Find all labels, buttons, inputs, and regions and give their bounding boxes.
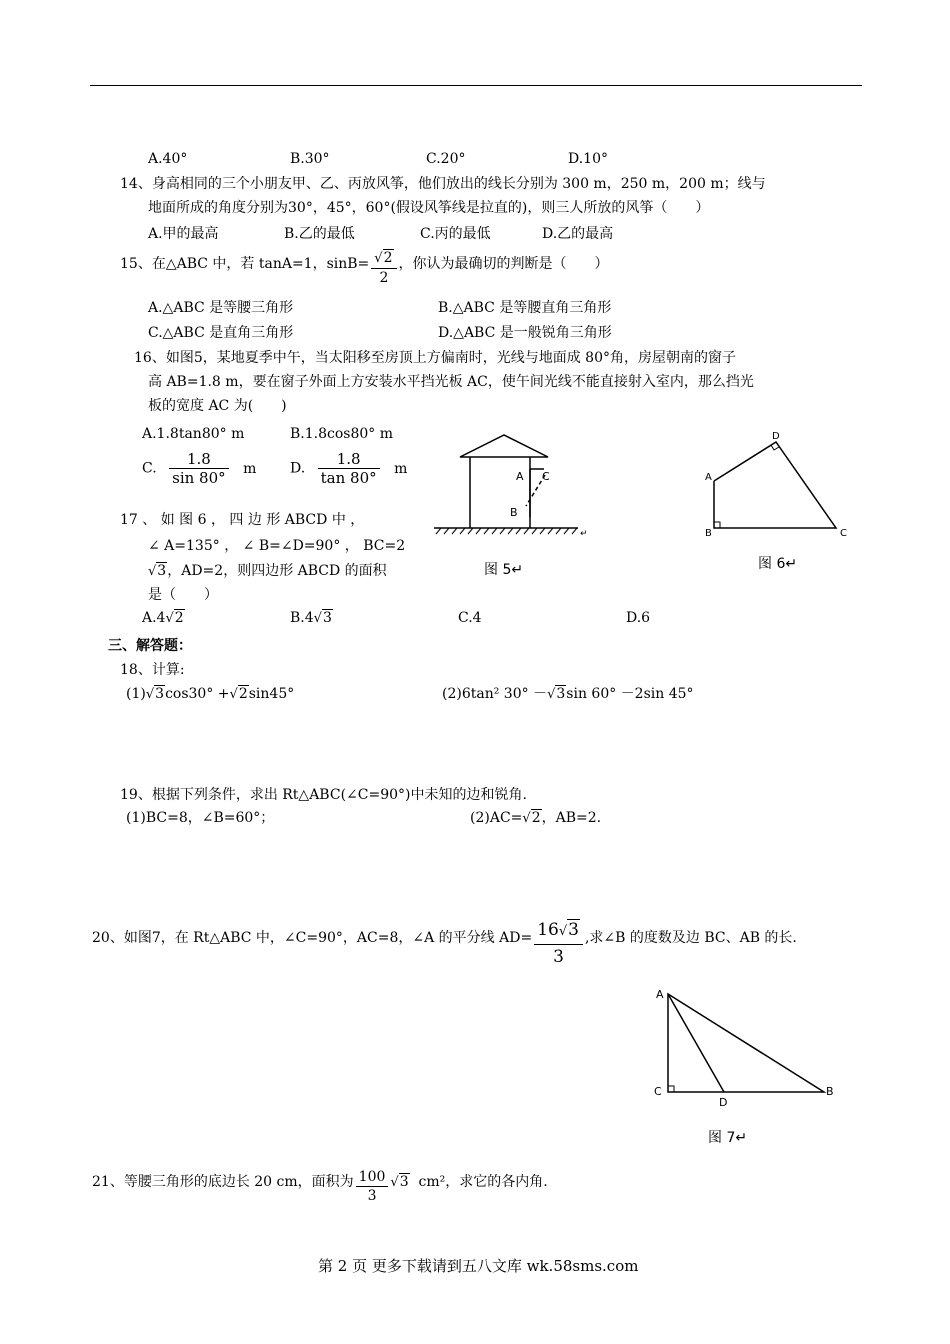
fig6-label-b: B bbox=[705, 528, 712, 539]
fig6-label-d: D bbox=[772, 431, 780, 442]
q15-frac-den: 2 bbox=[379, 270, 389, 286]
fig5-label-b: B bbox=[510, 506, 518, 519]
q17-line1: 17 、 如 图 6 ， 四 边 形 ABCD 中 ， bbox=[120, 512, 365, 528]
q15-option-a: A.△ABC 是等腰三角形 bbox=[148, 300, 294, 316]
fig5-roof bbox=[460, 435, 548, 457]
fig7-right-angle-c bbox=[668, 1086, 674, 1092]
fig5-trail-mark: ↵ bbox=[580, 529, 588, 539]
fig6-quadrilateral bbox=[714, 442, 836, 528]
q21-suffix: cm²，求它的各内角. bbox=[418, 1174, 548, 1190]
q15-suffix: ，你认为最确切的判断是（ ） bbox=[398, 256, 609, 272]
q16-option-b: B.1.8cos80° m bbox=[290, 426, 393, 442]
fig7-bisector-ad bbox=[668, 994, 724, 1092]
q17-option-a-label: A.4 bbox=[142, 610, 166, 626]
q18-part1-end: sin45° bbox=[248, 686, 295, 702]
q15-fraction: $\frac{√2}{2}$ bbox=[371, 249, 396, 287]
q16-line1: 16、如图5，某地夏季中午，当太阳移至房顶上方偏南时，光线与地面成 80°角，房屋朝南的窗子 bbox=[134, 350, 736, 366]
q19-line1: 19、根据下列条件，求出 Rt△ABC(∠C=90°)中未知的边和锐角. bbox=[120, 787, 527, 803]
fig5-caption: 图 5↵ bbox=[484, 562, 524, 578]
q16-option-d bbox=[290, 450, 407, 487]
q21-rad: 3 bbox=[399, 1174, 409, 1190]
q16-option-d-fraction bbox=[318, 450, 380, 487]
q16-option-d-label: D. bbox=[290, 460, 306, 477]
fig5-label-a: A bbox=[516, 470, 524, 483]
fig5-label-c: C bbox=[542, 470, 550, 483]
q15-option-d: D.△ABC 是一般锐角三角形 bbox=[438, 325, 612, 341]
q20-fraction: $\frac{16√3}{3}$ bbox=[534, 918, 583, 969]
q13-option-b: B.30° bbox=[290, 151, 330, 167]
figure-6 bbox=[700, 428, 860, 548]
q16-option-c-den: sin 80° bbox=[172, 469, 226, 487]
q13-option-d: D.10° bbox=[568, 151, 608, 167]
q16-line2: 高 AB=1.8 m，要在窗子外面上方安装水平挡光板 AC，使午间光线不能直接射入室内，那么挡光 bbox=[148, 374, 754, 390]
q18-part1-rad2: 2 bbox=[238, 686, 248, 702]
q18-part2-rad: 3 bbox=[556, 686, 566, 702]
q20-suffix: ,求∠B 的度数及边 BC、AB 的长. bbox=[584, 930, 797, 946]
q14-line1: 14、身高相同的三个小朋友甲、乙、丙放风筝，他们放出的线长分别为 300 m，250 m，200 m；线与 bbox=[120, 176, 766, 192]
q17-option-a: A.4√2 bbox=[142, 610, 184, 626]
q13-option-c: C.20° bbox=[426, 151, 466, 167]
fig7-label-a: A bbox=[656, 988, 664, 1001]
fig6-label-a: A bbox=[705, 472, 712, 483]
q21-prefix: 21、等腰三角形的底边长 20 cm，面积为 bbox=[92, 1174, 354, 1190]
q19-part2-rad: 2 bbox=[531, 810, 541, 826]
fig6-right-angle-b bbox=[714, 522, 720, 528]
q16-option-a: A.1.8tan80° m bbox=[142, 426, 245, 442]
q16-line3: 板的宽度 AC 为( ) bbox=[148, 398, 287, 414]
section-3-title: 三、解答题： bbox=[108, 638, 192, 654]
q18-title: 18、计算: bbox=[120, 662, 185, 678]
figure-7 bbox=[648, 982, 848, 1112]
q18-part1-mid: cos30° + bbox=[165, 686, 230, 702]
fig7-triangle bbox=[668, 994, 824, 1092]
q15-frac-num: 2 bbox=[383, 250, 393, 266]
question-20 bbox=[92, 918, 797, 969]
q19-part2-end: ，AB=2. bbox=[541, 810, 602, 826]
fig5-ground-hatch bbox=[436, 528, 577, 534]
q21-frac-num: 100 bbox=[356, 1168, 389, 1187]
q15-stem bbox=[120, 249, 609, 287]
q17-line3-rad: 3 bbox=[157, 563, 167, 579]
q21-sqrt: √3 bbox=[390, 1174, 409, 1190]
fig6-caption: 图 6↵ bbox=[758, 556, 798, 572]
q17-option-b-label: B.4 bbox=[290, 610, 314, 626]
q14-line2: 地面所成的角度分别为30°，45°，60°(假设风筝线是拉直的)，则三人所放的风筝（ ） bbox=[148, 200, 710, 216]
q21-frac-den: 3 bbox=[367, 1188, 377, 1204]
q17-line2: ∠ A=135° ， ∠ B=∠D=90° ， BC=2 bbox=[148, 538, 406, 554]
fig7-label-c: C bbox=[654, 1085, 662, 1098]
q16-option-c bbox=[142, 450, 256, 487]
fig7-label-b: B bbox=[826, 1085, 834, 1098]
q19-part2: (2)AC=√2，AB=2. bbox=[470, 810, 602, 826]
fig6-label-c: C bbox=[840, 528, 847, 539]
q16-option-c-fraction bbox=[169, 450, 229, 487]
q14-option-a: A.甲的最高 bbox=[148, 226, 219, 242]
header-rule bbox=[90, 85, 862, 86]
q20-frac-num-int: 16 bbox=[537, 920, 559, 940]
q17-line3-text: ，AD=2，则四边形 ABCD 的面积 bbox=[167, 563, 387, 579]
q16-option-c-num: 1.8 bbox=[169, 450, 229, 469]
q18-part1-label: (1) bbox=[126, 686, 146, 702]
q17-option-b-rad: 3 bbox=[322, 610, 332, 626]
fig7-caption: 图 7↵ bbox=[708, 1130, 748, 1146]
fig7-label-d: D bbox=[719, 1096, 728, 1109]
q16-option-d-unit: m bbox=[394, 460, 408, 477]
q14-option-c: C.丙的最低 bbox=[420, 226, 491, 242]
q19-part1: (1)BC=8，∠B=60°； bbox=[126, 810, 275, 826]
q17-line3 bbox=[148, 561, 387, 582]
q17-option-b: B.4√3 bbox=[290, 610, 332, 626]
q16-option-d-den: tan 80° bbox=[320, 469, 377, 487]
q19-part2-start: (2)AC= bbox=[470, 810, 523, 826]
q18-part1-rad1: 3 bbox=[155, 686, 165, 702]
q15-option-c: C.△ABC 是直角三角形 bbox=[148, 325, 294, 341]
q20-prefix: 20、如图7，在 Rt△ABC 中，∠C=90°，AC=8，∠A 的平分线 AD= bbox=[92, 930, 533, 946]
q14-option-d: D.乙的最高 bbox=[542, 226, 614, 242]
q18-part1: (1)√3cos30° +√2sin45° bbox=[126, 686, 295, 702]
q18-part2: (2)6tan² 30° －√3sin 60° －2sin 45° bbox=[442, 686, 694, 702]
q16-option-c-label: C. bbox=[142, 460, 157, 477]
q13-option-a: A.40° bbox=[148, 151, 188, 167]
q17-option-d: D.6 bbox=[626, 610, 651, 626]
q17-line4: 是（ ） bbox=[148, 587, 218, 603]
q17-option-a-rad: 2 bbox=[174, 610, 184, 626]
page-footer: 第 2 页 更多下载请到五八文库 wk.58sms.com bbox=[318, 1257, 639, 1275]
q21-fraction bbox=[356, 1168, 389, 1205]
q18-part2-start: (2)6tan² 30° － bbox=[442, 686, 548, 702]
q16-option-c-unit: m bbox=[243, 460, 257, 477]
q20-frac-den: 3 bbox=[553, 947, 564, 967]
q15-option-b: B.△ABC 是等腰直角三角形 bbox=[438, 300, 612, 316]
q15-prefix: 15、在△ABC 中，若 tanA=1，sinB= bbox=[120, 256, 370, 272]
q16-option-d-num: 1.8 bbox=[318, 450, 380, 469]
q18-part2-end: sin 60° －2sin 45° bbox=[566, 686, 694, 702]
q17-sqrt-3: √3 bbox=[148, 563, 167, 579]
question-21 bbox=[92, 1168, 548, 1205]
q14-option-b: B.乙的最低 bbox=[284, 226, 355, 242]
q20-frac-num-rad: 3 bbox=[568, 920, 579, 940]
q17-option-c: C.4 bbox=[458, 610, 482, 626]
